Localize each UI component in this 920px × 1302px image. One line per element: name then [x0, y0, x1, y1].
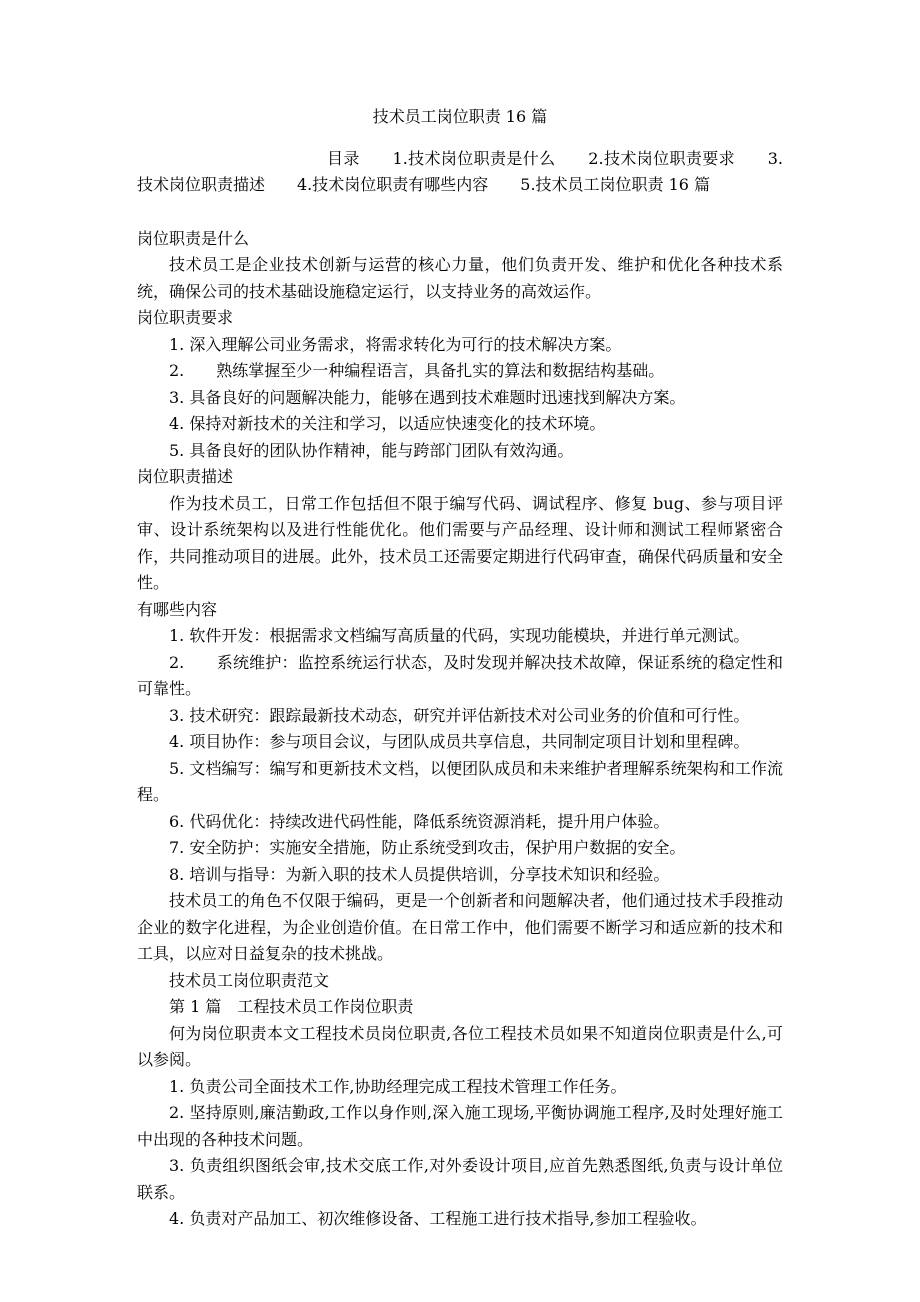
list-item: 1. 负责公司全面技术工作,协助经理完成工程技术管理工作任务。: [169, 1076, 627, 1096]
paragraph: 技术员工是企业技术创新与运营的核心力量，他们负责开发、维护和优化各种技术系统，确保公司的技术基础设施稳定运行，以支持业务的高效运作。: [137, 255, 783, 301]
section-heading: 有哪些内容: [137, 599, 218, 619]
section-heading: 岗位职责描述: [137, 467, 234, 486]
paragraph: 技术员工的角色不仅限于编码，更是一个创新者和问题解决者，他们通过技术手段推动企业的数字化进程，为企业创造价值。在日常工作中，他们需要不断学习和适应新的技术和工具，以应对日益复杂的技术挑战。: [137, 891, 783, 963]
list-item: 2. 熟练掌握至少一种编程语言，具备扎实的算法和数据结构基础。: [169, 361, 665, 380]
sub-title: 技术员工岗位职责范文: [169, 970, 330, 990]
paragraph: 作为技术员工，日常工作包括但不限于编写代码、调试程序、修复 bug、参与项目评审、设计系统架构以及进行性能优化。他们需要与产品经理、设计师和测试工程师紧密合作，共同推动项目的进展。此外，技术员工还需要定期进行代码审查，确保代码质量和安全性。: [137, 493, 783, 592]
section-heading: 岗位职责是什么: [137, 228, 250, 248]
section-heading: 岗位职责要求: [137, 308, 234, 327]
list-item: 1. 软件开发：根据需求文档编写高质量的代码，实现功能模块，并进行单元测试。: [169, 626, 750, 645]
list-item: 7. 安全防护：实施安全措施，防止系统受到攻击，保护用户数据的安全。: [169, 838, 686, 857]
doc-title: 技术员工岗位职责 16 篇: [372, 107, 548, 126]
list-item: 3. 具备良好的问题解决能力，能够在遇到技术难题时迅速找到解决方案。: [169, 387, 686, 407]
list-item: 6. 代码优化：持续改进代码性能，降低系统资源消耗，提升用户体验。: [169, 811, 670, 831]
list-item: 2. 坚持原则,廉洁勤政,工作以身作则,深入施工现场,平衡协调施工程序,及时处理好施工中出现的各种技术问题。: [137, 1103, 783, 1149]
list-item: 3. 负责组织图纸会审,技术交底工作,对外委设计项目,应首先熟悉图纸,负责与设计单位联系。: [137, 1156, 783, 1202]
list-item: 3. 技术研究：跟踪最新技术动态，研究并评估新技术对公司业务的价值和可行性。: [169, 705, 750, 725]
paragraph: 何为岗位职责本文工程技术员岗位职责,各位工程技术员如果不知道岗位职责是什么,可以参阅。: [137, 1023, 783, 1069]
list-item: 5. 文档编写：编写和更新技术文档，以便团队成员和未来维护者理解系统架构和工作流程。: [137, 758, 783, 804]
list-item: 1. 深入理解公司业务需求，将需求转化为可行的技术解决方案。: [169, 334, 622, 354]
list-item: 4. 保持对新技术的关注和学习，以适应快速变化的技术环境。: [169, 414, 606, 433]
list-item: 8. 培训与指导：为新入职的技术人员提供培训，分享技术知识和经验。: [169, 864, 670, 884]
list-item: 2. 系统维护：监控系统运行状态，及时发现并解决技术故障，保证系统的稳定性和可靠性。: [137, 652, 783, 698]
table-of-contents: 目录 1.技术岗位职责是什么 2.技术岗位职责要求 3.技术岗位职责描述 4.技术岗位职责有哪些内容 5.技术员工岗位职责 16 篇: [137, 148, 783, 194]
list-item: 4. 负责对产品加工、初次维修设备、工程施工进行技术指导,参加工程验收。: [169, 1209, 707, 1228]
list-item: 5. 具备良好的团队协作精神，能与跨部门团队有效沟通。: [169, 440, 574, 460]
article-heading: 第 1 篇 工程技术员工作岗位职责: [169, 997, 414, 1016]
list-item: 4. 项目协作：参与项目会议，与团队成员共享信息，共同制定项目计划和里程碑。: [169, 732, 750, 751]
